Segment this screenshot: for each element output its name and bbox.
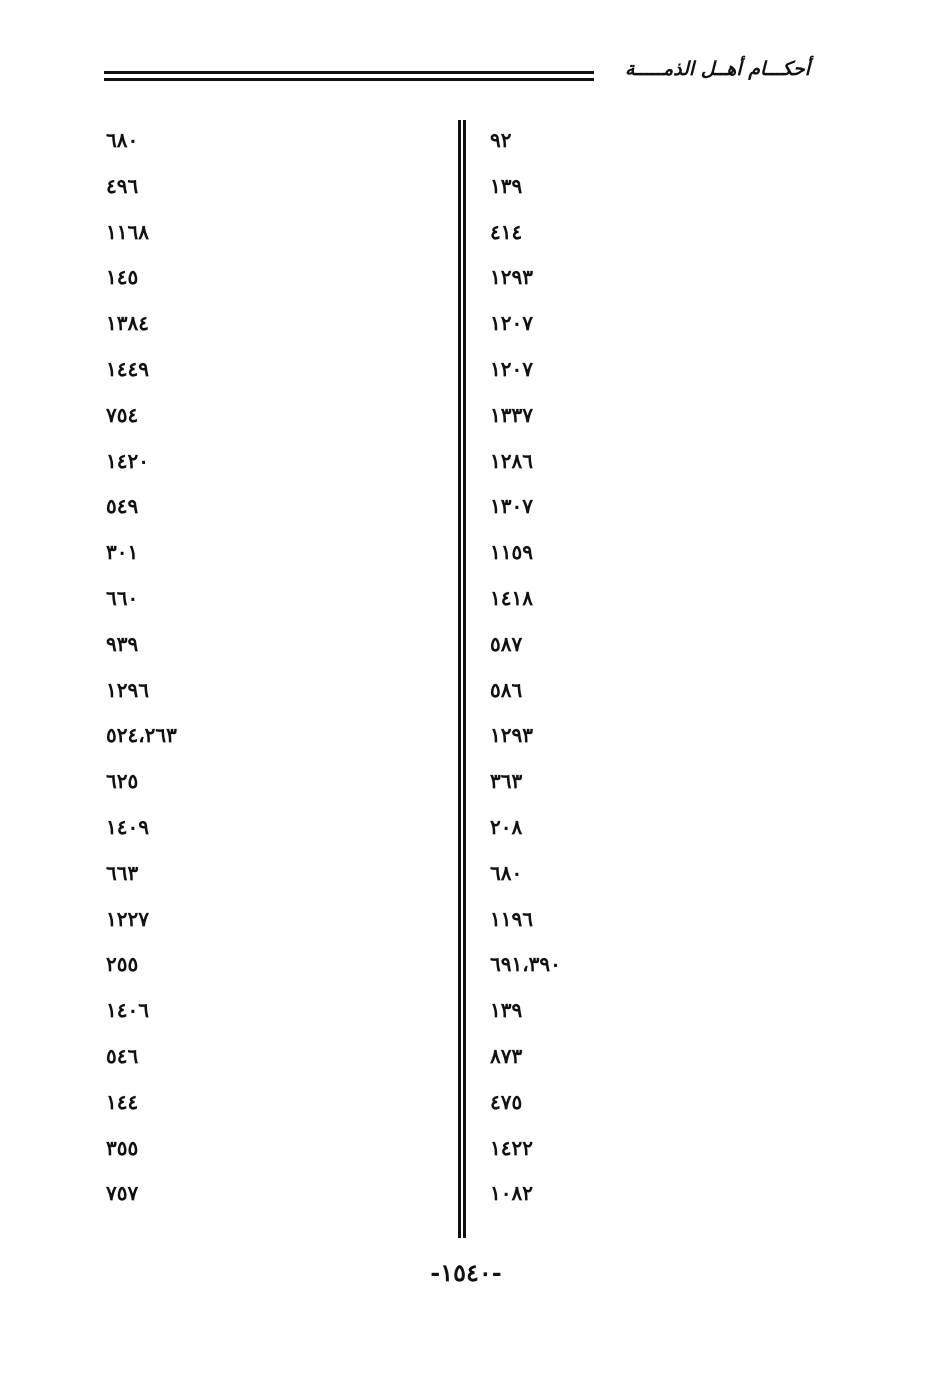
index-page-ref: ٥٨٦ <box>490 677 523 702</box>
index-page-ref: ٧٥٧ <box>106 1181 139 1206</box>
index-page-ref: ٤٧٥ <box>490 1089 523 1114</box>
index-page-ref: ١٢٨٦ <box>490 448 533 473</box>
index-page-ref: ٩٣٩ <box>106 631 139 656</box>
index-page-ref: ١٣٣٧ <box>490 402 533 427</box>
index-page-ref: ١٣٠٧ <box>490 494 533 519</box>
index-page-ref: ٢٥٥ <box>106 952 139 977</box>
index-page-ref: ٣٠١ <box>106 540 139 565</box>
index-page-ref: ١٤٠٦ <box>106 998 149 1023</box>
index-page-ref: ١٢٩٣ <box>490 723 533 748</box>
index-page-ref: ٣٥٥ <box>106 1135 139 1160</box>
index-page-ref: ١١٥٩ <box>490 540 533 565</box>
index-page-ref: ٦٦٣ <box>106 860 139 885</box>
index-page-ref: ١٠٨٢ <box>490 1181 533 1206</box>
index-page-ref: ٦٩١،٣٩٠ <box>490 952 561 977</box>
index-page-ref: ٤٩٦ <box>106 173 139 198</box>
index-page-ref: ١٤٢٠ <box>106 448 149 473</box>
index-page-ref: ٥٤٦ <box>106 1044 139 1068</box>
index-page-ref: ١٤١٨ <box>490 586 533 610</box>
index-page-ref: ١٤٤ <box>106 1089 139 1114</box>
page-number: -١٥٤٠- <box>430 1258 502 1287</box>
index-page-ref: ١٣٩ <box>490 173 523 198</box>
index-page-ref: ١٢٠٧ <box>490 357 533 381</box>
index-page-ref: ٥٤٩ <box>106 494 139 519</box>
index-page-ref: ١٢٩٣ <box>490 265 533 290</box>
index-page-ref: ١٤٢٢ <box>490 1135 533 1160</box>
index-page-ref: ١٣٩ <box>490 998 523 1023</box>
index-page-ref: ٨٧٣ <box>490 1044 523 1068</box>
index-page-ref: ١١٦٨ <box>106 219 149 244</box>
index-page-ref: ٤١٤ <box>490 219 523 244</box>
index-page-ref: ٢٠٨ <box>490 815 523 839</box>
index-page-ref: ١٣٨٤ <box>106 311 149 336</box>
index-page-ref: ١١٩٦ <box>490 906 533 931</box>
index-page-ref: ٧٥٤ <box>106 402 139 427</box>
header-double-rule <box>104 71 594 81</box>
index-page-ref: ٥٢٤،٢٦٣ <box>106 723 177 748</box>
running-title: أحكـــام أهــل الذمـــــة <box>624 58 810 80</box>
index-page-ref: ١٤٤٩ <box>106 357 149 381</box>
index-page-ref: ٩٢ <box>490 128 512 152</box>
index-page-ref: ١٢٢٧ <box>106 906 149 931</box>
column-divider <box>458 120 466 1238</box>
index-page-ref: ١٢٠٧ <box>490 311 533 336</box>
index-page-ref: ٦٨٠ <box>106 128 139 152</box>
index-page-ref: ٦٨٠ <box>490 860 523 885</box>
index-page-ref: ١٤٠٩ <box>106 815 149 839</box>
index-page-ref: ٦٢٥ <box>106 769 139 794</box>
index-page-ref: ٦٦٠ <box>106 586 139 610</box>
index-page-ref: ١٢٩٦ <box>106 677 149 702</box>
index-page-ref: ٣٦٣ <box>490 769 523 794</box>
index-page-ref: ٥٨٧ <box>490 631 523 656</box>
index-page-ref: ١٤٥ <box>106 265 139 290</box>
